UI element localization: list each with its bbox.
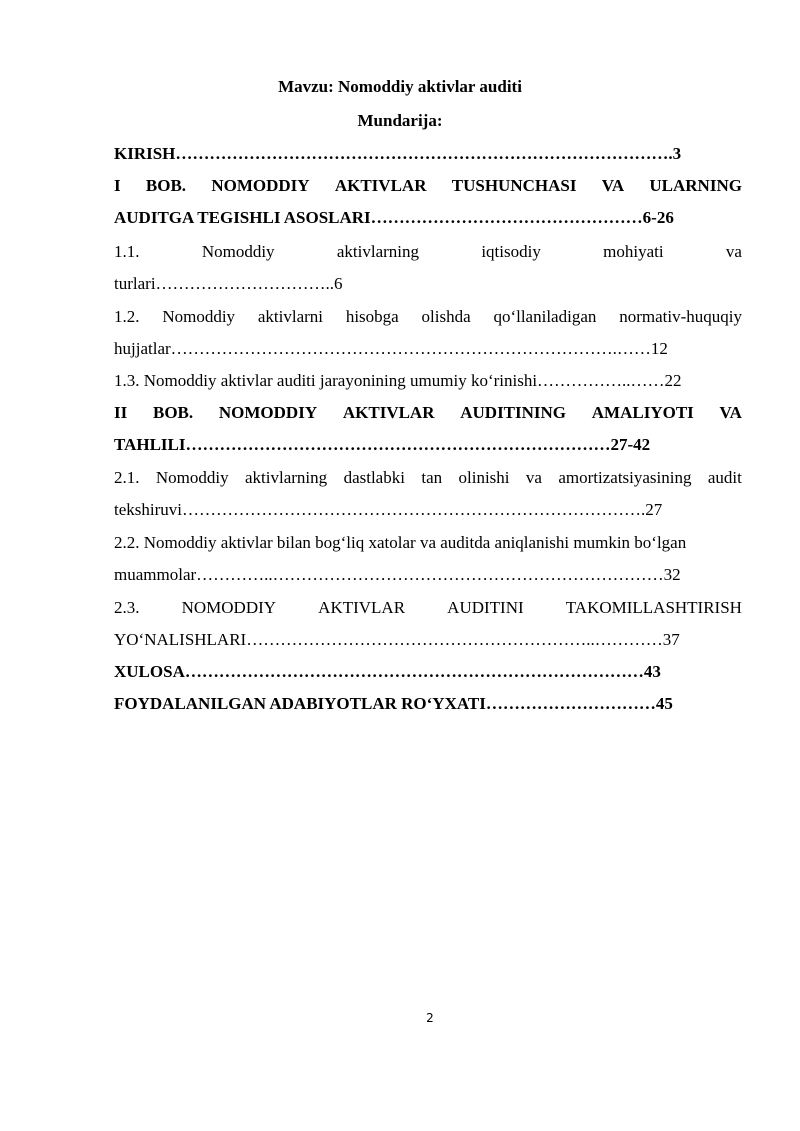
toc-word: olinishi [458,468,510,487]
toc-word: AMALIYOTI [591,403,694,422]
toc-word: AKTIVLAR [342,403,435,422]
toc-word: amortizatsiyasining [558,468,692,487]
toc-entry-section-1-2-line-1 [114,307,742,327]
toc-word: 1.2. [114,307,140,326]
toc-word: AKTIVLAR [334,176,427,195]
toc-word: NOMODDIY [181,598,277,617]
toc-word: AUDITINING [460,403,567,422]
toc-word: va [525,468,542,487]
toc-entry-chapter-1-line-1 [114,176,742,196]
toc-entry-section-1-2-line-2: hujjatlar…………………………………………………………………….……12 [114,339,668,358]
toc-entry-section-2-2-line-2: muammolar…………..……………………………………………………………32 [114,565,681,584]
toc-entry-chapter-1-line-2: AUDITGA TEGISHLI ASOSLARI…………………………………………6-26 [114,208,674,227]
toc-word: NOMODDIY [218,403,318,422]
toc-word: ULARNING [649,176,742,195]
toc-word: NOMODDIY [211,176,310,195]
toc-word: tan [421,468,443,487]
toc-word: AKTIVLAR [318,598,406,617]
toc-word: aktivlarning [336,242,420,261]
toc-entry-section-2-3-line-1 [114,598,742,618]
toc-entry-conclusion: XULOSA………………………………………………………………………43 [114,662,661,681]
toc-word: TAKOMILLASHTIRISH [565,598,742,617]
toc-word: VA [601,176,625,195]
toc-word: qo‘llaniladigan [493,307,597,326]
toc-entry-section-1-1-line-2: turlari…………………………..6 [114,274,343,293]
toc-word: BOB. [152,403,194,422]
toc-word: va [725,242,742,261]
toc-entry-references: FOYDALANILGAN ADABIYOTLAR RO‘YXATI…………………………45 [114,694,673,713]
toc-heading: Mundarija: [357,111,443,130]
toc-entry-section-2-2-line-1: 2.2. Nomoddiy aktivlar bilan bog‘liq xatolar va auditda aniqlanishi mumkin bo‘lgan [114,533,687,552]
toc-word: 2.1. [114,468,140,487]
toc-word: olishda [421,307,471,326]
toc-word: AUDITINI [447,598,524,617]
toc-entry-section-2-1-line-2: tekshiruvi……………………………………………………………………….27 [114,500,663,519]
toc-word: audit [707,468,742,487]
toc-word: hisobga [345,307,399,326]
toc-entry-section-1-3: 1.3. Nomoddiy aktivlar auditi jarayonining umumiy ko‘rinishi……………..……22 [114,371,682,390]
toc-entry-chapter-2-line-1 [114,403,742,423]
toc-word: iqtisodiy [481,242,541,261]
toc-entry-section-2-3-line-2: YO‘NALISHLARI……………………………………………………..…………37 [114,630,680,649]
toc-word: VA [719,403,742,422]
toc-word: dastlabki [343,468,405,487]
toc-word: II [114,403,128,422]
toc-word: 1.1. [114,242,140,261]
toc-word: Nomoddiy [201,242,275,261]
toc-word: I [114,176,121,195]
toc-word: mohiyati [603,242,664,261]
toc-word: 2.3. [114,598,140,617]
toc-entry-section-2-1-line-1 [114,468,742,488]
toc-word: TUSHUNCHASI [451,176,577,195]
document-topic: Mavzu: Nomoddiy aktivlar auditi [278,77,522,96]
toc-word: normativ-huquqiy [619,307,742,326]
toc-word: aktivlarning [245,468,328,487]
toc-word: BOB. [145,176,187,195]
toc-entry-section-1-1-line-1 [114,242,742,262]
toc-word: Nomoddiy [155,468,229,487]
toc-word: aktivlarni [257,307,324,326]
page-number: 2 [426,1011,434,1025]
toc-word: Nomoddiy [162,307,236,326]
toc-entry-chapter-2-line-2: TAHLILI…………………………………………………………………27-42 [114,435,651,454]
toc-entry-intro: KIRISH…………………………………………………………………………….3 [114,144,682,163]
